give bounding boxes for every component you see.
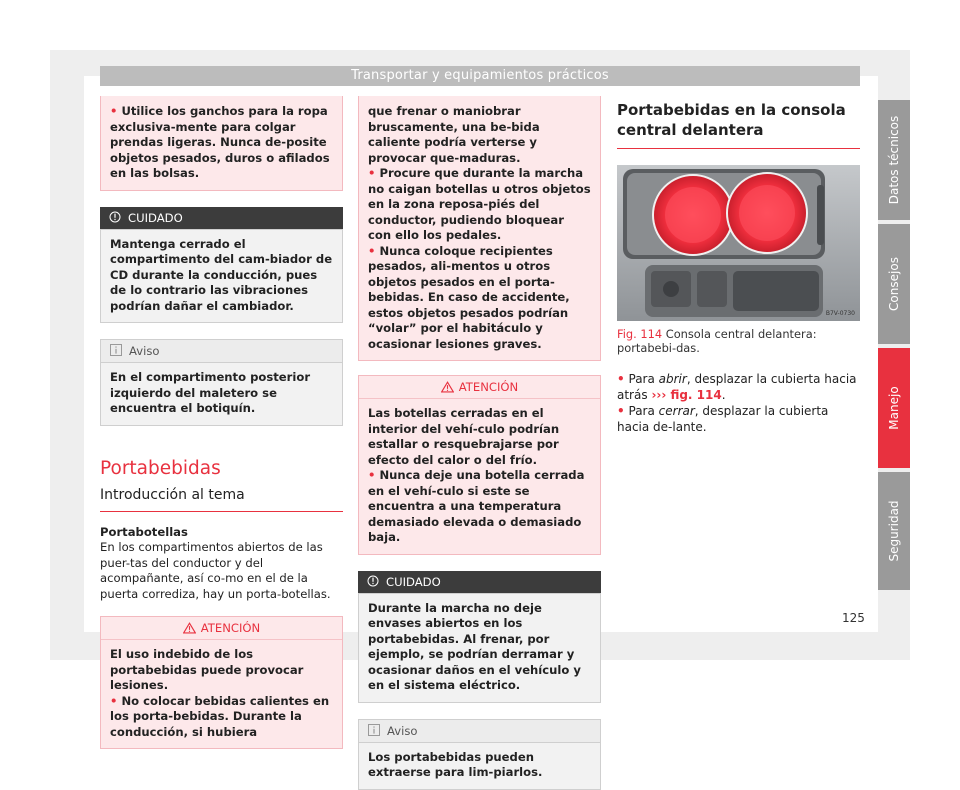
bullet-icon: •	[110, 693, 118, 708]
cuidado-header-2	[358, 571, 601, 593]
para-heading: Portabotellas	[100, 524, 188, 539]
aviso-label-2: Aviso	[387, 723, 418, 738]
atencion-intro: El uso indebido de los portabebidas puede provocar lesiones.	[110, 647, 304, 692]
warning-triangle-icon	[441, 381, 454, 393]
bullet-icon: •	[368, 468, 376, 482]
aviso-text-2: Los portabebidas pueden extraerse para lim-piarlos.	[368, 749, 543, 779]
running-header: Transportar y equipamientos prácticos	[100, 66, 860, 86]
aviso-box-2	[358, 719, 601, 790]
cuidado-text-2: Durante la marcha no deje envases abiertos en los portabebidas. Al frenar, por ejemplo, se podrían derramar y ocasionar daños en el vehículo y en el sistema eléctrico.	[368, 600, 581, 692]
column-2	[358, 96, 601, 790]
atencion-label-2: ATENCIÓN	[458, 380, 519, 394]
atencion-header	[101, 617, 342, 640]
tab-manejo[interactable]: Manejo	[878, 348, 910, 468]
info-circle-icon	[109, 211, 121, 223]
atencion-bullet: No colocar bebidas calientes en los porta-bebidas. Durante la conducción, si hubiera	[110, 693, 330, 739]
warning-continuation-box	[100, 96, 343, 191]
warning-triangle-icon	[183, 622, 196, 634]
section-title: Portabebidas	[100, 457, 221, 479]
intro-paragraph	[100, 525, 343, 603]
aviso-body	[100, 362, 343, 426]
figure-label: Fig. 114	[617, 327, 663, 341]
figure-caption-text: Consola central delantera: portabebi-das.	[617, 327, 817, 355]
atencion-continuation-box	[358, 96, 601, 361]
cuidado-header	[100, 207, 343, 229]
cuidado-box-2	[358, 571, 601, 703]
atencion-intro-2: Las botellas cerradas en el interior del vehí-culo podrían estallar o resquebrajarse por efecto del calor o del frío.	[368, 406, 560, 467]
tab-seguridad[interactable]: Seguridad	[878, 472, 910, 590]
bullet-icon: •	[617, 404, 625, 418]
figure-code: B7V-0730	[825, 310, 855, 317]
info-square-icon	[368, 724, 380, 736]
atencion-body-2	[359, 399, 600, 554]
aviso-text: En el compartimento posterior izquierdo del maletero se encuentra el botiquín.	[110, 370, 311, 415]
page-number: 125	[842, 611, 865, 625]
cupholder-image	[617, 165, 860, 321]
cuidado-label-2: CUIDADO	[386, 574, 441, 589]
info-square-icon	[110, 344, 122, 356]
cuidado-body-2	[358, 593, 601, 703]
cuidado-label: CUIDADO	[128, 210, 183, 225]
column-1	[100, 96, 343, 749]
section-rule-2	[617, 148, 860, 149]
figure-caption	[617, 327, 860, 355]
cuidado-box	[100, 207, 343, 324]
aviso-header	[100, 339, 343, 362]
continuation-bullet-1: Procure que durante la marcha no caigan botellas u otros objetos en la zona reposa-piés del conductor, pudiendo bloquear con ello los pedales.	[368, 166, 591, 242]
atencion-body	[101, 640, 342, 748]
info-circle-icon	[367, 575, 379, 587]
para-text: En los compartimentos abiertos de las puer-tas del conductor y del acompañante, así co-mo en el de la puerta corrediza, hay un porta-botellas.	[100, 540, 331, 601]
bullet-icon: •	[368, 243, 376, 258]
continuation-text: que frenar o maniobrar bruscamente, una be-bida caliente podría verterse y provocar que-maduras.	[368, 104, 540, 165]
atencion-label: ATENCIÓN	[200, 621, 261, 635]
section-title-2: Portabebidas en la consola central delantera	[617, 101, 846, 139]
steps	[617, 371, 860, 435]
continuation-bullet-2: Nunca coloque recipientes pesados, ali-mentos u otros objetos pesados en el porta-bebidas. En caso de accidente, estos objetos pesados podrían “volar” por el habitáculo y ocasionar lesiones graves.	[368, 243, 570, 351]
figure-reference-link[interactable]: ››› fig. 114	[651, 388, 722, 402]
cuidado-body	[100, 229, 343, 324]
step-2: • Para cerrar, desplazar la cubierta hacia de-lante.	[617, 404, 829, 434]
aviso-body-2	[358, 742, 601, 790]
bullet-icon: •	[617, 372, 625, 386]
figure-cupholder-illustration	[617, 165, 860, 321]
subsection-title: Introducción al tema	[100, 486, 245, 503]
atencion-header-2	[359, 376, 600, 399]
cuidado-text: Mantenga cerrado el compartimento del cam-biador de CD durante la conducción, pues de lo contrario las vibraciones podrían dañar el cambiador.	[110, 236, 333, 313]
bullet-icon: •	[368, 166, 376, 180]
warning-bullet-text: Utilice los ganchos para la ropa exclusiva-mente para colgar prendas ligeras. Nunca de-posite objetos pesados, duros o afilados en las bolsas.	[110, 104, 330, 180]
column-3	[617, 96, 860, 435]
tab-consejos[interactable]: Consejos	[878, 224, 910, 344]
aviso-label: Aviso	[129, 344, 160, 358]
atencion-box	[100, 616, 343, 749]
aviso-header-2	[358, 719, 601, 742]
step-1: • Para abrir, desplazar la cubierta hacia atrás ››› fig. 114.	[617, 372, 857, 402]
section-heading	[100, 458, 343, 512]
section-rule	[100, 511, 343, 512]
aviso-box	[100, 339, 343, 426]
atencion-bullet-2: Nunca deje una botella cerrada en el vehí-culo si este se encuentra a una temperatura demasiado elevada o demasiado baja.	[368, 468, 585, 544]
tab-datos-tecnicos[interactable]: Datos técnicos	[878, 100, 910, 220]
bullet-icon: •	[110, 104, 118, 118]
atencion-box-2	[358, 375, 601, 555]
